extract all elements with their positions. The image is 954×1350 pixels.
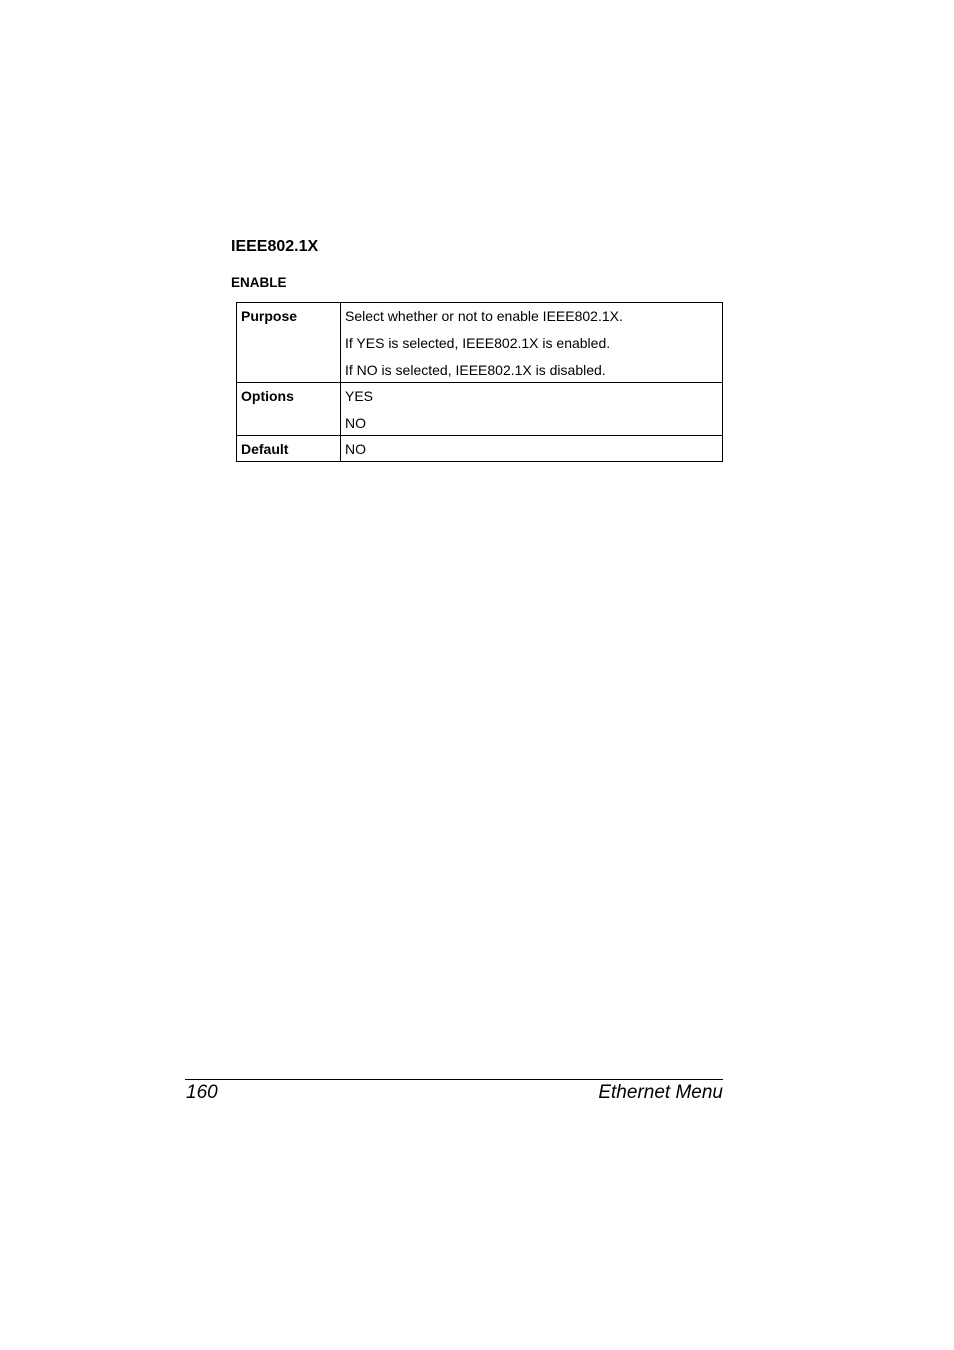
row-value-line: If NO is selected, IEEE802.1X is disabled. [345, 362, 606, 378]
row-label-cell [237, 383, 341, 436]
row-value-cell [341, 303, 723, 383]
footer-divider [185, 1079, 723, 1080]
settings-table [236, 302, 723, 462]
row-value-cell [341, 436, 723, 462]
row-label: Options [241, 388, 294, 404]
table-row-purpose [237, 303, 723, 383]
row-label-cell [237, 303, 341, 383]
row-value-line: NO [345, 415, 366, 431]
subsection-title: ENABLE [231, 275, 287, 290]
row-label-cell [237, 436, 341, 462]
row-value-line: NO [345, 441, 366, 457]
row-value-line: YES [345, 388, 374, 404]
running-title: Ethernet Menu [598, 1082, 723, 1103]
section-title: IEEE802.1X [231, 238, 319, 255]
row-label: Default [241, 441, 289, 457]
page-number: 160 [186, 1082, 218, 1103]
row-value-cell [341, 383, 723, 436]
table-row-default [237, 436, 723, 462]
row-value-line: If YES is selected, IEEE802.1X is enabled. [345, 335, 611, 351]
row-value-line: Select whether or not to enable IEEE802.1X. [345, 308, 623, 324]
table-row-options [237, 383, 723, 436]
row-label: Purpose [241, 308, 298, 324]
